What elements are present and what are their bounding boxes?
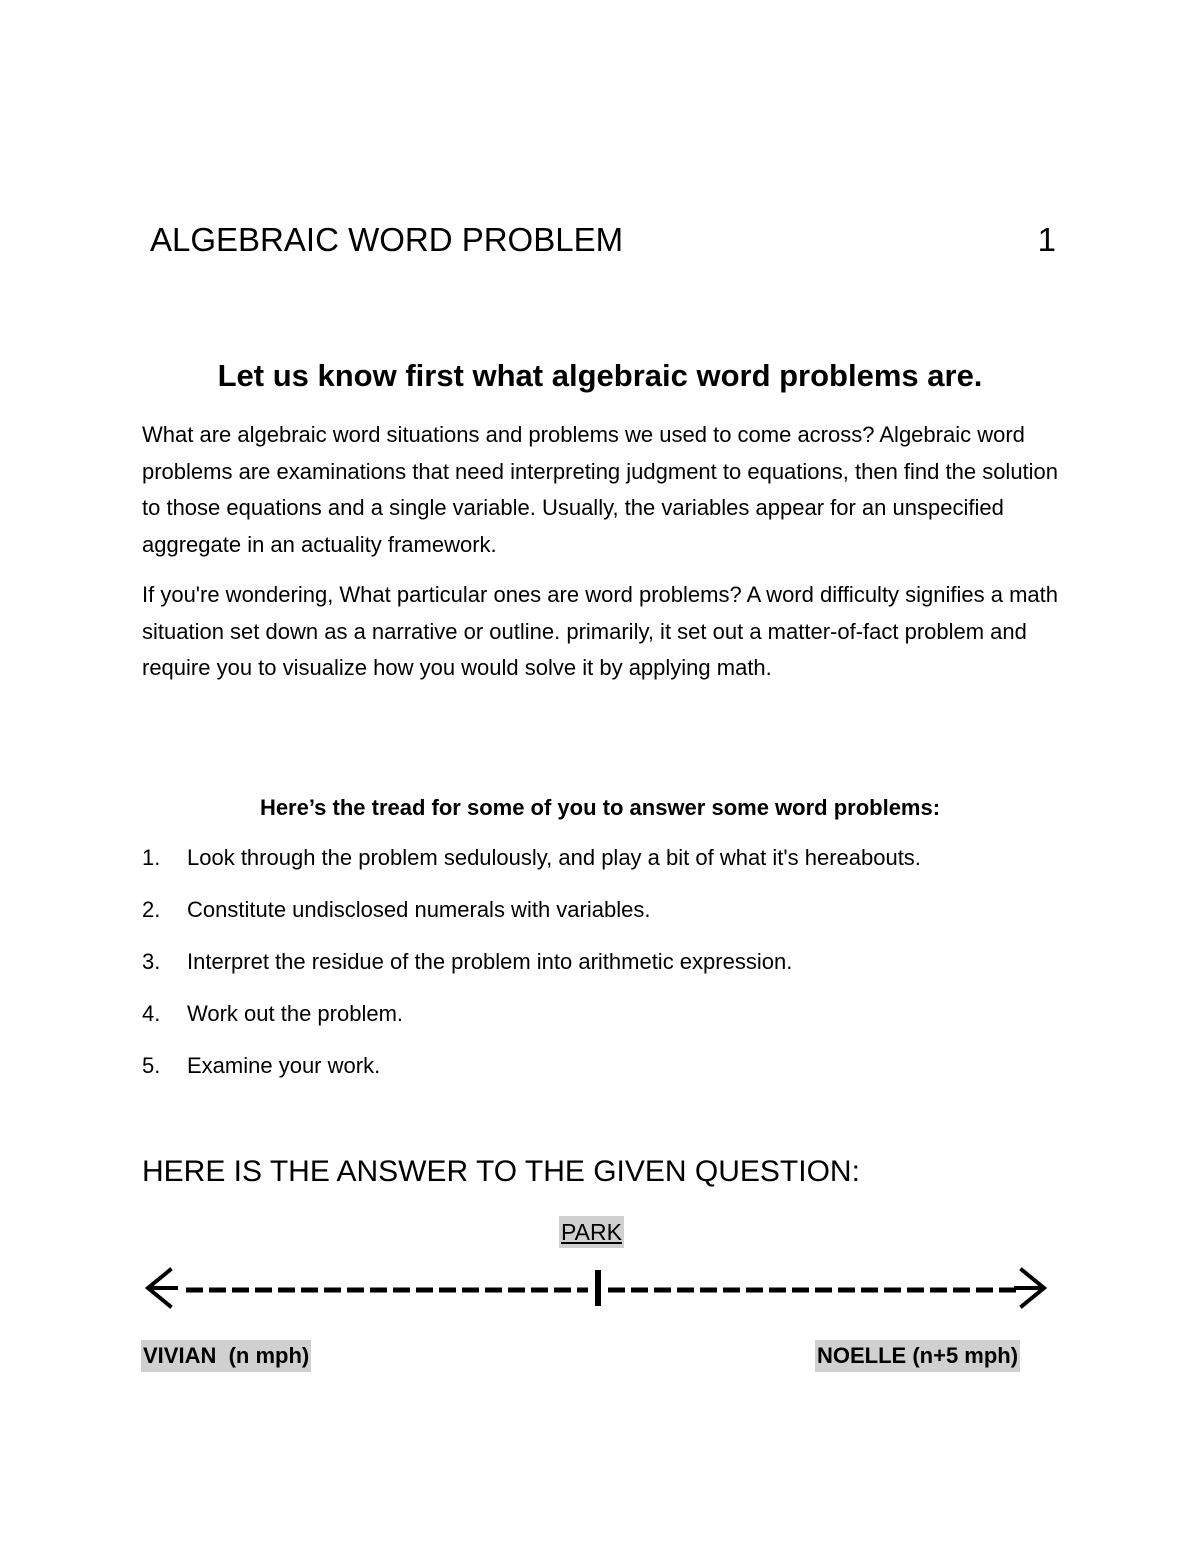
paragraph-definition: What are algebraic word situations and problems we used to come across? Algebraic word problems are examinations that need interpreting judgment to equations, then find the solution to those equations and a single variable. Usually, the variables appear for an unspecified aggregate in an actuality framework.: [142, 422, 1059, 557]
step-text: Examine your work.: [187, 1053, 381, 1078]
right-arrow-icon: [1014, 1270, 1044, 1306]
step-number: 4.: [142, 1001, 161, 1026]
list-item: [142, 998, 1062, 1050]
section-heading: Let us know first what algebraic word problems are.: [217, 358, 983, 393]
list-item: [142, 946, 1062, 998]
step-number: 3.: [142, 949, 161, 974]
steps-heading: Here’s the tread for some of you to answer some word problems:: [259, 795, 941, 820]
vivian-label: VIVIAN (n mph): [141, 1340, 311, 1372]
step-number: 2.: [142, 897, 161, 922]
step-text: Constitute undisclosed numerals with variables.: [187, 897, 651, 922]
park-label: PARK: [559, 1216, 624, 1248]
answer-heading: HERE IS THE ANSWER TO THE GIVEN QUESTION:: [142, 1155, 860, 1188]
number-line-diagram: [140, 1262, 1052, 1316]
step-text: Interpret the residue of the problem into arithmetic expression.: [187, 949, 793, 974]
page-number: 1: [1037, 221, 1056, 258]
noelle-label: NOELLE (n+5 mph): [815, 1340, 1020, 1372]
step-number: 5.: [142, 1053, 161, 1078]
step-text: Look through the problem sedulously, and play a bit of what it's hereabouts.: [187, 845, 921, 870]
list-item: [142, 1050, 1062, 1102]
list-item: [142, 894, 1062, 946]
step-number: 1.: [142, 845, 161, 870]
steps-list: [142, 842, 1062, 1102]
step-text: Work out the problem.: [187, 1001, 404, 1026]
running-title: ALGEBRAIC WORD PROBLEM: [150, 221, 624, 258]
left-arrow-icon: [148, 1270, 178, 1306]
list-item: [142, 842, 1062, 894]
paragraph-word-problems: If you're wondering, What particular ones are word problems? A word difficulty signifies a math situation set down as a narrative or outline. primarily, it set out a matter-of-fact problem and require you to visualize how you would solve it by applying math.: [142, 582, 1059, 680]
